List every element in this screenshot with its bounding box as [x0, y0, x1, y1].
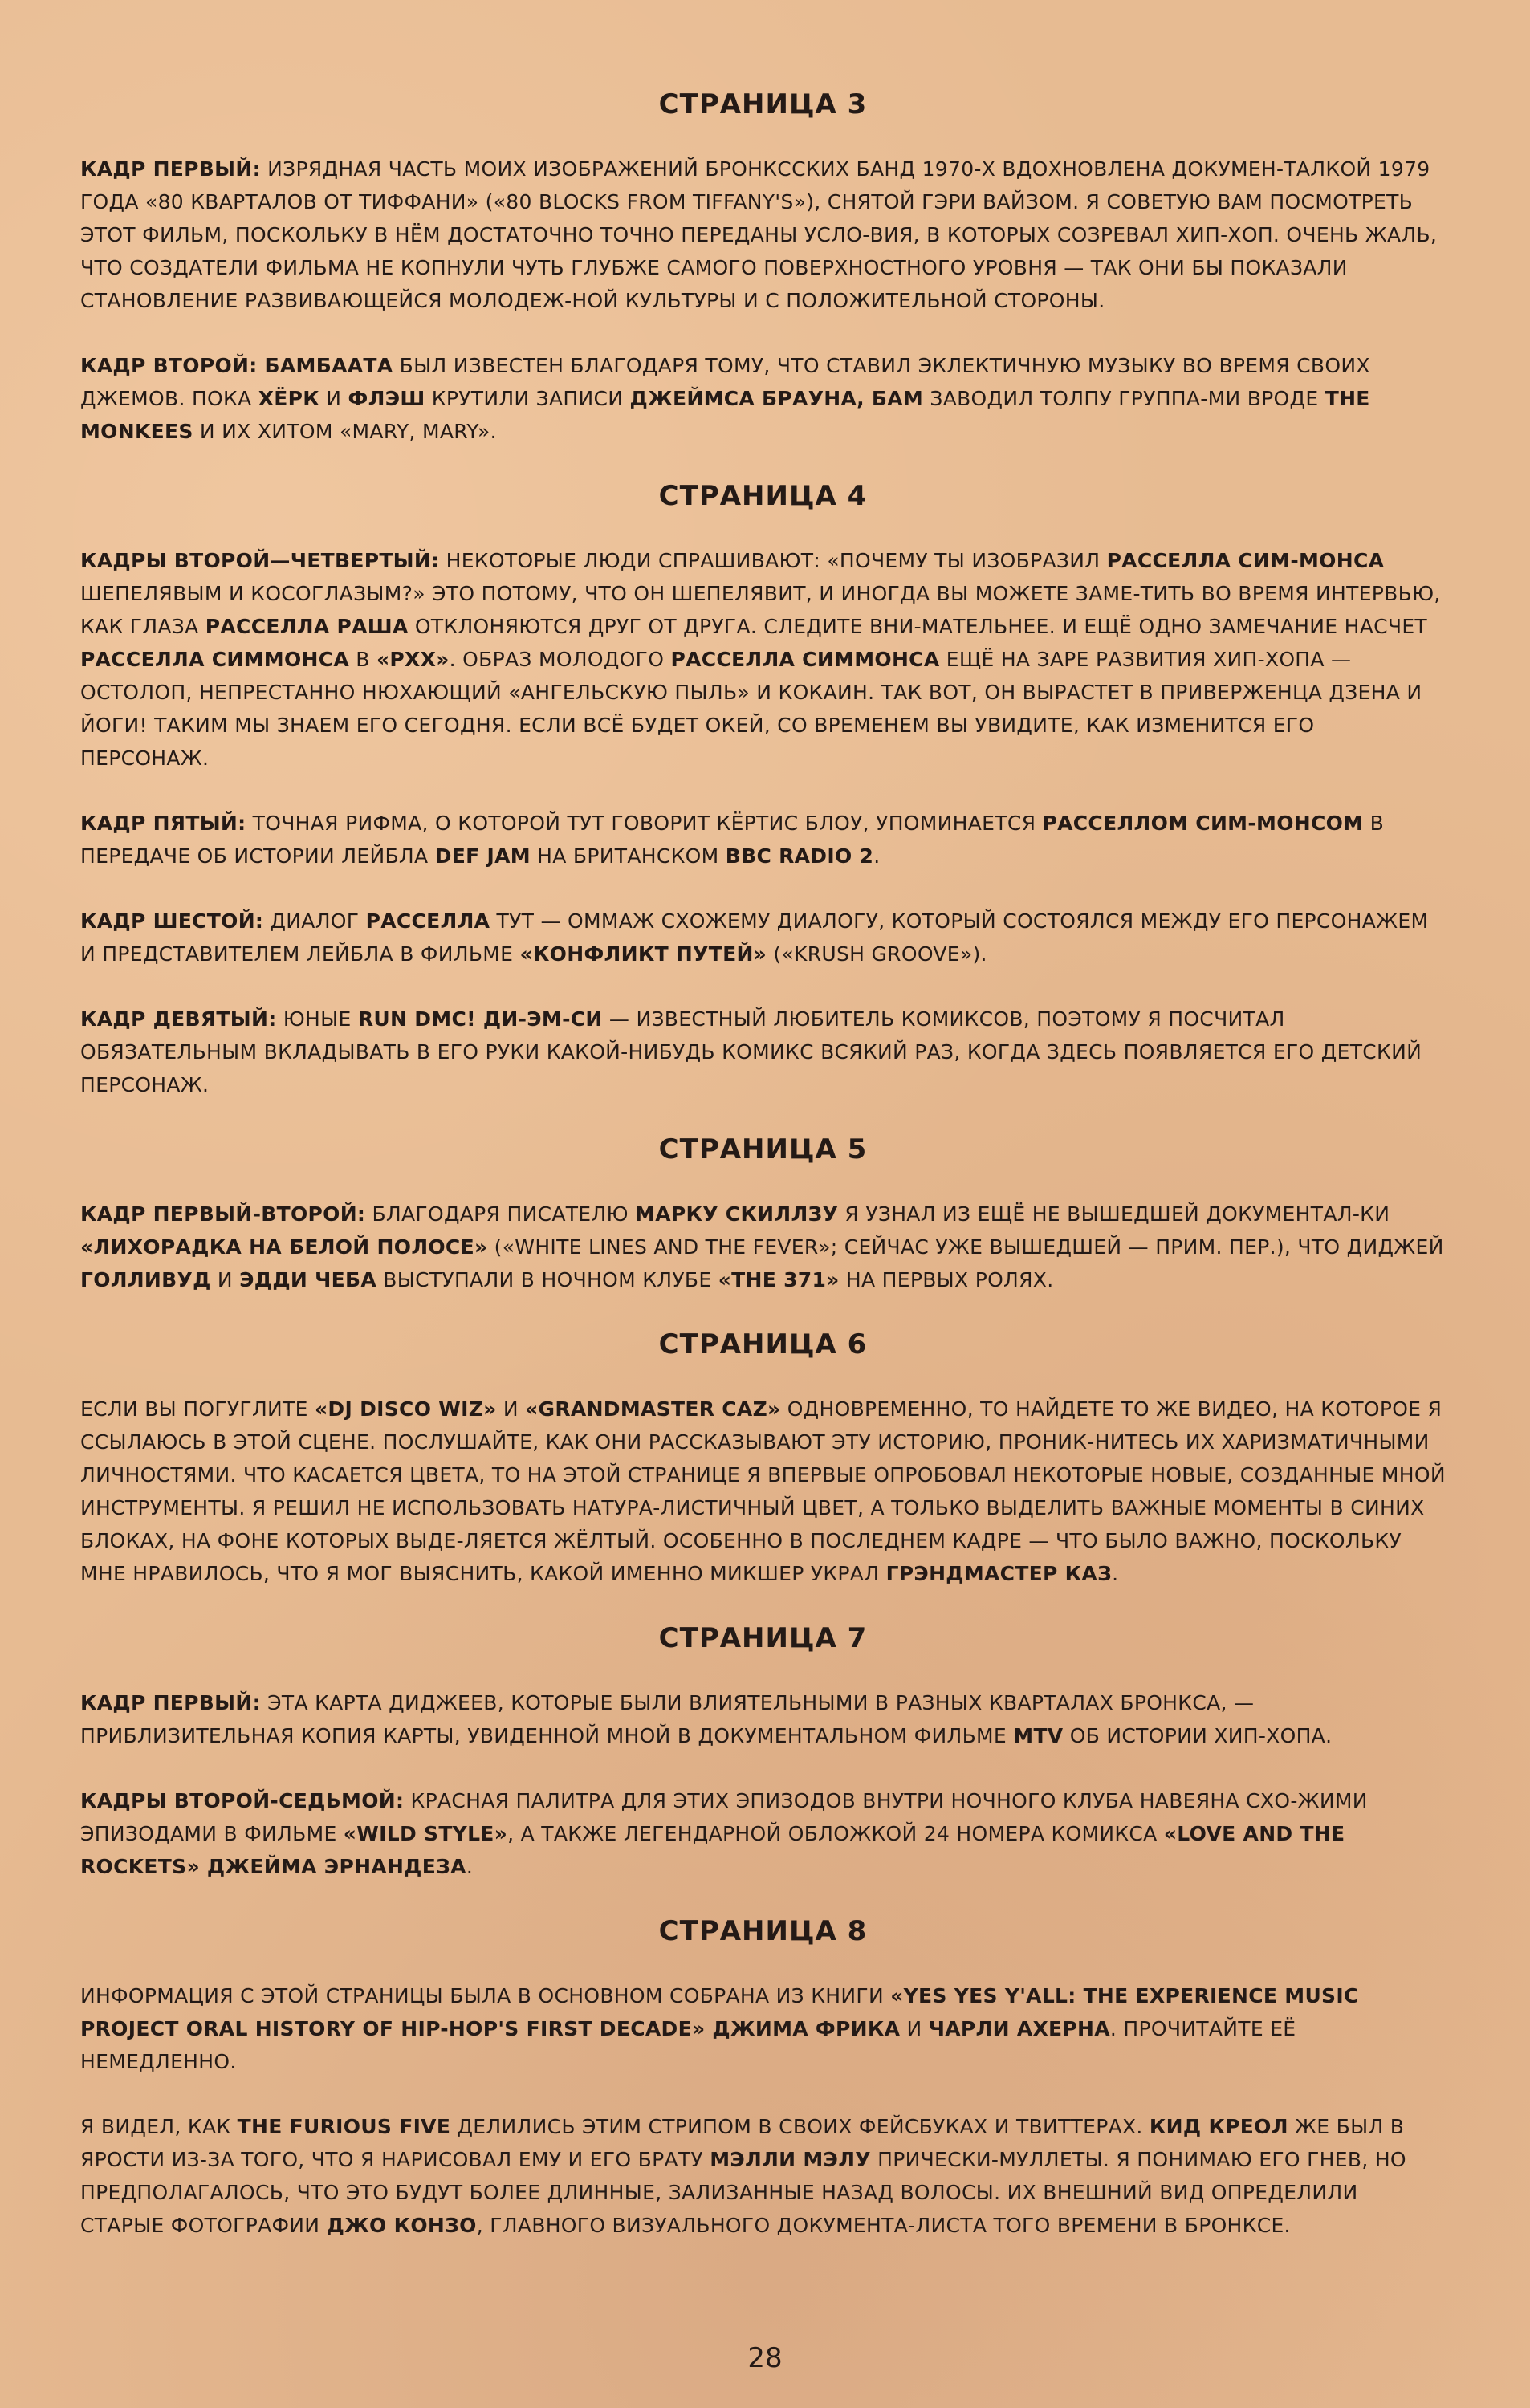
bold-segment: ДЖО КОНЗО — [326, 2214, 477, 2237]
section — [80, 1622, 1446, 1883]
section-heading: СТРАНИЦА 5 — [658, 1133, 868, 1165]
text-segment: Я ВИДЕЛ, КАК — [80, 2115, 238, 2138]
section-heading: СТРАНИЦА 3 — [658, 88, 868, 120]
paragraph — [80, 2110, 1446, 2242]
text-segment: ЖЕ БЫЛ В ЯРОСТИ ИЗ-ЗА ТОГО, ЧТО Я НАРИСОВАЛ ЕМУ И ЕГО БРАТУ — [80, 2115, 1405, 2171]
text-segment: — ИЗВЕСТНЫЙ ЛЮБИТЕЛЬ КОМИКСОВ, ПОЭТОМУ Я ПОСЧИТАЛ ОБЯЗАТЕЛЬНЫМ ВКЛАДЫВАТЬ В ЕГО РУКИ КАКОЙ-НИБУДЬ КОМИКС ВСЯКИЙ РАЗ, КОГДА ЗДЕСЬ ПОЯВЛЯЕТСЯ ЕГО ДЕТСКИЙ ПЕРСОНАЖ. — [80, 1007, 1422, 1096]
text-segment: И — [900, 2017, 929, 2040]
bold-segment: ДЖЕЙМСА БРАУНА, БАМ — [629, 387, 924, 410]
bold-segment: КАДРЫ ВТОРОЙ—ЧЕТВЕРТЫЙ: — [80, 549, 440, 572]
text-segment: НЕКОТОРЫЕ ЛЮДИ СПРАШИВАЮТ: «ПОЧЕМУ ТЫ ИЗОБРАЗИЛ — [439, 549, 1107, 572]
section-heading: СТРАНИЦА 7 — [658, 1622, 868, 1654]
paragraph — [80, 1686, 1446, 1752]
text-segment: («KRUSH GROOVE»). — [767, 942, 987, 966]
bold-segment: РАССЕЛЛА СИММОНСА — [80, 648, 350, 671]
text-segment: ИЗРЯДНАЯ ЧАСТЬ МОИХ ИЗОБРАЖЕНИЙ БРОНКССКИХ БАНД 1970-Х ВДОХНОВЛЕНА ДОКУМЕН-ТАЛКОЙ 1979 ГОДА «80 КВАРТАЛОВ ОТ ТИФФАНИ» («80 BLOCKS FROM TIFFANY'S»), СНЯТОЙ ГЭРИ ВАЙЗОМ. Я СОВЕТУЮ ВАМ ПОСМОТРЕТЬ ЭТОТ ФИЛЬМ, ПОСКОЛЬКУ В НЁМ ДОСТАТОЧНО ТОЧНО ПЕРЕДАНЫ УСЛО-ВИЯ, В КОТОРЫХ СОЗРЕВАЛ ХИП-ХОП. ОЧЕНЬ ЖАЛЬ, ЧТО СОЗДАТЕЛИ ФИЛЬМА НЕ КОПНУЛИ ЧУТЬ ГЛУБЖЕ САМОГО ПОВЕРХНОСТНОГО УРОВНЯ — ТАК ОНИ БЫ ПОКАЗАЛИ СТАНОВЛЕНИЕ РАЗВИВАЮЩЕЙСЯ МОЛОДЕЖ-НОЙ КУЛЬТУРЫ И С ПОЛОЖИТЕЛЬНОЙ СТОРОНЫ. — [80, 157, 1438, 312]
text-segment: НА ПЕРВЫХ РОЛЯХ. — [839, 1268, 1054, 1291]
text-segment: . ОБРАЗ МОЛОДОГО — [449, 648, 671, 671]
bold-segment: КАДР ПЕРВЫЙ: — [80, 1691, 261, 1714]
text-segment: В — [349, 648, 376, 671]
bold-segment: «КОНФЛИКТ ПУТЕЙ» — [519, 942, 767, 966]
bold-segment: «РХХ» — [376, 648, 450, 671]
bold-segment: РАССЕЛЛА — [365, 909, 490, 933]
bold-segment: КАДР ПЯТЫЙ: — [80, 811, 246, 835]
page-content — [80, 88, 1446, 2242]
bold-segment: ЭДДИ ЧЕБА — [239, 1268, 377, 1291]
text-segment: В ПЕРЕДАЧЕ ОБ ИСТОРИИ ЛЕЙБЛА — [80, 811, 1385, 868]
paragraph — [80, 807, 1446, 872]
bold-segment: ЧАРЛИ АХЕРНА — [928, 2017, 1110, 2040]
text-segment: ЗАВОДИЛ ТОЛПУ ГРУППА-МИ ВРОДЕ — [923, 387, 1325, 410]
text-segment: ЕЩЁ НА ЗАРЕ РАЗВИТИЯ ХИП-ХОПА — ОСТОЛОП, НЕПРЕСТАННО НЮХАЮЩИЙ «АНГЕЛЬСКУЮ ПЫЛЬ» И КОКАИН. ТАК ВОТ, ОН ВЫРАСТЕТ В ПРИВЕРЖЕНЦА ДЗЕНА И ЙОГИ! ТАКИМ МЫ ЗНАЕМ ЕГО СЕГОДНЯ. ЕСЛИ ВСЁ БУДЕТ ОКЕЙ, СО ВРЕМЕНЕМ ВЫ УВИДИТЕ, КАК ИЗМЕНИТСЯ ЕГО ПЕРСОНАЖ. — [80, 648, 1422, 770]
bold-segment: ГРЭНДМАСТЕР КАЗ — [885, 1562, 1113, 1585]
paragraph — [80, 544, 1446, 775]
paragraph — [80, 1784, 1446, 1883]
text-segment: ОДНОВРЕМЕННО, ТО НАЙДЕТЕ ТО ЖЕ ВИДЕО, НА КОТОРОЕ Я ССЫЛАЮСЬ В ЭТОЙ СЦЕНЕ. ПОСЛУШАЙТЕ, КАК ОНИ РАССКАЗЫВАЮТ ЭТУ ИСТОРИЮ, ПРОНИК-НИТЕСЬ ИХ ХАРИЗМАТИЧНЫМИ ЛИЧНОСТЯМИ. ЧТО КАСАЕТСЯ ЦВЕТА, ТО НА ЭТОЙ СТРАНИЦЕ Я ВПЕРВЫЕ ОПРОБОВАЛ НЕКОТОРЫЕ НОВЫЕ, СОЗДАННЫЕ МНОЙ ИНСТРУМЕНТЫ. Я РЕШИЛ НЕ ИСПОЛЬЗОВАТЬ НАТУРА-ЛИСТИЧНЫЙ ЦВЕТ, А ТОЛЬКО ВЫДЕЛИТЬ ВАЖНЫЕ МОМЕНТЫ В СИНИХ БЛОКАХ, НА ФОНЕ КОТОРЫХ ВЫДЕ-ЛЯЕТСЯ ЖЁЛТЫЙ. ОСОБЕННО В ПОСЛЕДНЕМ КАДРЕ — ЧТО БЫЛО ВАЖНО, ПОСКОЛЬКУ МНЕ НРАВИЛОСЬ, ЧТО Я МОГ ВЫЯСНИТЬ, КАКОЙ ИМЕННО МИКШЕР УКРАЛ — [80, 1397, 1446, 1585]
bold-segment: DEF JAM — [434, 844, 531, 868]
text-segment: ТУТ — ОММАЖ СХОЖЕМУ ДИАЛОГУ, КОТОРЫЙ СОСТОЯЛСЯ МЕЖДУ ЕГО ПЕРСОНАЖЕМ И ПРЕДСТАВИТЕЛЕМ ЛЕЙБЛА В ФИЛЬМЕ — [80, 909, 1429, 966]
text-segment: ЕСЛИ ВЫ ПОГУГЛИТЕ — [80, 1397, 315, 1421]
text-segment: ДИАЛОГ — [263, 909, 366, 933]
text-segment: ДЕЛИЛИСЬ ЭТИМ СТРИПОМ В СВОИХ ФЕЙСБУКАХ И ТВИТТЕРАХ. — [450, 2115, 1150, 2138]
bold-segment: «YES YES Y'ALL: THE EXPERIENCE MUSIC PROJECT ORAL HISTORY OF HIP-HOP'S FIRST DECADE» ДЖИМА ФРИКА — [80, 1984, 1359, 2040]
bold-segment: «THE 371» — [718, 1268, 840, 1291]
text-segment: . — [466, 1855, 474, 1878]
bold-segment: «LOVE AND THE ROCKETS» ДЖЕЙМА ЭРНАНДЕЗА — [80, 1822, 1345, 1878]
page-number: 28 — [747, 2342, 783, 2374]
paragraph — [80, 1198, 1446, 1296]
text-segment: , А ТАКЖЕ ЛЕГЕНДАРНОЙ ОБЛОЖКОЙ 24 НОМЕРА КОМИКСА — [507, 1822, 1164, 1845]
text-segment: БЛАГОДАРЯ ПИСАТЕЛЮ — [365, 1202, 636, 1226]
bold-segment: РАССЕЛЛОМ СИМ-МОНСОМ — [1042, 811, 1364, 835]
paragraph — [80, 905, 1446, 970]
paragraph — [80, 1979, 1446, 2078]
text-segment: («WHITE LINES AND THE FEVER»; СЕЙЧАС УЖЕ ВЫШЕДШЕЙ — ПРИМ. ПЕР.), ЧТО ДИДЖЕЙ — [487, 1235, 1444, 1259]
section — [80, 480, 1446, 1101]
bold-segment: КАДР ПЕРВЫЙ-ВТОРОЙ: — [80, 1202, 366, 1226]
bold-segment: КИД КРЕОЛ — [1149, 2115, 1288, 2138]
bold-segment: «ЛИХОРАДКА НА БЕЛОЙ ПОЛОСЕ» — [80, 1235, 488, 1259]
bold-segment: «GRANDMASTER CAZ» — [525, 1397, 781, 1421]
text-segment: КРУТИЛИ ЗАПИСИ — [425, 387, 630, 410]
text-segment: . — [873, 844, 881, 868]
text-segment: , ГЛАВНОГО ВИЗУАЛЬНОГО ДОКУМЕНТА-ЛИСТА ТОГО ВРЕМЕНИ В БРОНКСЕ. — [476, 2214, 1291, 2237]
text-segment: И — [210, 1268, 240, 1291]
bold-segment: КАДР ВТОРОЙ: БАМБААТА — [80, 354, 393, 377]
bold-segment: BBC RADIO 2 — [725, 844, 874, 868]
bold-segment: КАДР ДЕВЯТЫЙ: — [80, 1007, 277, 1031]
text-segment: И — [319, 387, 348, 410]
text-segment: . ПРОЧИТАЙТЕ ЕЁ НЕМЕДЛЕННО. — [80, 2017, 1296, 2073]
paragraph — [80, 349, 1446, 448]
text-segment: И — [496, 1397, 526, 1421]
bold-segment: «DJ DISCO WIZ» — [314, 1397, 497, 1421]
bold-segment: КАДР ПЕРВЫЙ: — [80, 157, 261, 181]
bold-segment: КАДРЫ ВТОРОЙ-СЕДЬМОЙ: — [80, 1789, 405, 1812]
text-segment: ИНФОРМАЦИЯ С ЭТОЙ СТРАНИЦЫ БЫЛА В ОСНОВНОМ СОБРАНА ИЗ КНИГИ — [80, 1984, 891, 2007]
bold-segment: МАРКУ СКИЛЛЗУ — [635, 1202, 839, 1226]
text-segment: ТОЧНАЯ РИФМА, О КОТОРОЙ ТУТ ГОВОРИТ КЁРТИС БЛОУ, УПОМИНАЕТСЯ — [246, 811, 1043, 835]
section — [80, 88, 1446, 448]
text-segment: ЭТА КАРТА ДИДЖЕЕВ, КОТОРЫЕ БЫЛИ ВЛИЯТЕЛЬНЫМИ В РАЗНЫХ КВАРТАЛАХ БРОНКСА, — ПРИБЛИЗИТЕЛЬНАЯ КОПИЯ КАРТЫ, УВИДЕННОЙ МНОЙ В ДОКУМЕНТАЛЬНОМ ФИЛЬМЕ — [80, 1691, 1255, 1747]
bold-segment: РАССЕЛЛА СИМ-МОНСА — [1106, 549, 1385, 572]
paragraph — [80, 153, 1446, 317]
text-segment: ВЫСТУПАЛИ В НОЧНОМ КЛУБЕ — [376, 1268, 718, 1291]
bold-segment: MTV — [1013, 1724, 1064, 1747]
paragraph — [80, 1393, 1446, 1590]
text-segment: НА БРИТАНСКОМ — [530, 844, 726, 868]
text-segment: КРАСНАЯ ПАЛИТРА ДЛЯ ЭТИХ ЭПИЗОДОВ ВНУТРИ НОЧНОГО КЛУБА НАВЕЯНА СХО-ЖИМИ ЭПИЗОДАМИ В ФИЛЬМЕ — [80, 1789, 1368, 1845]
section — [80, 1133, 1446, 1296]
text-segment: Я УЗНАЛ ИЗ ЕЩЁ НЕ ВЫШЕДШЕЙ ДОКУМЕНТАЛ-КИ — [838, 1202, 1390, 1226]
bold-segment: THE FURIOUS FIVE — [237, 2115, 451, 2138]
bold-segment: МЭЛЛИ МЭЛУ — [710, 2148, 871, 2171]
bold-segment: КАДР ШЕСТОЙ: — [80, 909, 264, 933]
section — [80, 1328, 1446, 1590]
bold-segment: РАССЕЛЛА СИММОНСА — [670, 648, 940, 671]
bold-segment: RUN DMC! ДИ-ЭМ-СИ — [357, 1007, 603, 1031]
bold-segment: ФЛЭШ — [348, 387, 425, 410]
text-segment: ОБ ИСТОРИИ ХИП-ХОПА. — [1063, 1724, 1333, 1747]
text-segment: И ИХ ХИТОМ «MARY, MARY». — [193, 420, 497, 443]
bold-segment: THE MONKEES — [80, 387, 1370, 443]
section-heading: СТРАНИЦА 6 — [658, 1328, 868, 1361]
bold-segment: РАССЕЛЛА РАША — [205, 615, 409, 638]
paragraph — [80, 1003, 1446, 1101]
bold-segment: ХЁРК — [258, 387, 320, 410]
text-segment: ПРИЧЕСКИ-МУЛЛЕТЫ. Я ПОНИМАЮ ЕГО ГНЕВ, НО ПРЕДПОЛАГАЛОСЬ, ЧТО ЭТО БУДУТ БОЛЕЕ ДЛИННЫЕ, ЗАЛИЗАННЫЕ НАЗАД ВОЛОСЫ. ИХ ВНЕШНИЙ ВИД ОПРЕДЕЛИЛИ СТАРЫЕ ФОТОГРАФИИ — [80, 2148, 1406, 2237]
bold-segment: «WILD STYLE» — [343, 1822, 508, 1845]
text-segment: . — [1112, 1562, 1119, 1585]
text-segment: ЮНЫЕ — [276, 1007, 358, 1031]
bold-segment: ГОЛЛИВУД — [80, 1268, 211, 1291]
section-heading: СТРАНИЦА 8 — [658, 1915, 868, 1947]
text-segment: БЫЛ ИЗВЕСТЕН БЛАГОДАРЯ ТОМУ, ЧТО СТАВИЛ ЭКЛЕКТИЧНУЮ МУЗЫКУ ВО ВРЕМЯ СВОИХ ДЖЕМОВ. ПОКА — [80, 354, 1370, 410]
section-heading: СТРАНИЦА 4 — [658, 480, 868, 512]
section — [80, 1915, 1446, 2242]
text-segment: ОТКЛОНЯЮТСЯ ДРУГ ОТ ДРУГА. СЛЕДИТЕ ВНИ-МАТЕЛЬНЕЕ. И ЕЩЁ ОДНО ЗАМЕЧАНИЕ НАСЧЕТ — [408, 615, 1427, 638]
text-segment: ШЕПЕЛЯВЫМ И КОСОГЛАЗЫМ?» ЭТО ПОТОМУ, ЧТО ОН ШЕПЕЛЯВИТ, И ИНОГДА ВЫ МОЖЕТЕ ЗАМЕ-ТИТЬ ВО ВРЕМЯ ИНТЕРВЬЮ, КАК ГЛАЗА — [80, 582, 1441, 638]
